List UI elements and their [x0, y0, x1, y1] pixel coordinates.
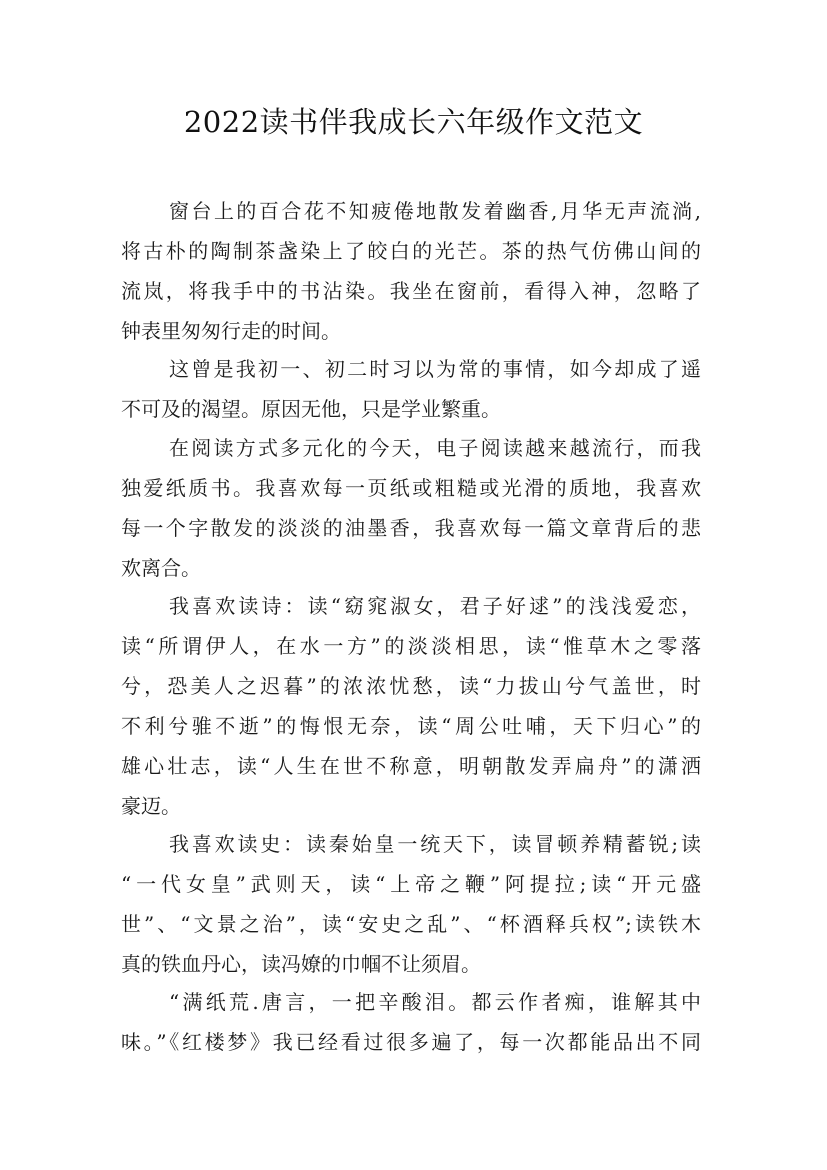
paragraph-line: 这曾是我初一、初二时习以为常的事情，如今却成了遥: [169, 357, 701, 381]
paragraph-line: 豪迈。: [121, 794, 181, 818]
paragraph-line: 味。”《红楼梦》我已经看过很多遍了，每一次都能品出不同: [121, 1030, 701, 1054]
paragraph-line: 世”、“文景之治”，读“安史之乱”、“杯酒释兵权”;读铁木: [121, 912, 701, 936]
paragraph-line: 雄心壮志，读“人生在世不称意，明朝散发弄扁舟”的潇洒: [121, 754, 701, 778]
paragraph-line: “满纸荒.唐言，一把辛酸泪。都云作者痴，谁解其中: [169, 990, 701, 1014]
paragraph-line: 真的铁血丹心，读冯嫽的巾帼不让须眉。: [121, 952, 481, 976]
paragraph-line: 读“所谓伊人，在水一方”的淡淡相思，读“惟草木之零落: [121, 634, 701, 658]
paragraph-line: 不利兮骓不逝”的悔恨无奈，读“周公吐哺，天下归心”的: [121, 714, 701, 738]
paragraph-line: 在阅读方式多元化的今天，电子阅读越来越流行，而我: [169, 436, 701, 460]
paragraph-line: 每一个字散发的淡淡的油墨香，我喜欢每一篇文章背后的悲: [121, 516, 701, 540]
paragraph-line: 我喜欢读史：读秦始皇一统天下，读冒顿养精蓄锐;读: [169, 832, 701, 856]
paragraph-line: 流岚，将我手中的书沾染。我坐在窗前，看得入神，忽略了: [121, 279, 701, 303]
paragraph-line: 我喜欢读诗：读“窈窕淑女，君子好逑”的浅浅爱恋，: [169, 594, 701, 618]
paragraph-line: 将古朴的陶制茶盏染上了皎白的光芒。茶的热气仿佛山间的: [121, 239, 701, 263]
paragraph-line: “一代女皇”武则天，读“上帝之鞭”阿提拉;读“开元盛: [121, 872, 701, 896]
paragraph-line: 不可及的渴望。原因无他，只是学业繁重。: [121, 397, 501, 421]
paragraph-line: 钟表里匆匆行走的时间。: [121, 319, 341, 343]
paragraph-line: 兮，恐美人之迟暮”的浓浓忧愁，读“力拔山兮气盖世，时: [121, 674, 701, 698]
document-title: 2022读书伴我成长六年级作文范文: [183, 105, 644, 139]
paragraph-line: 独爱纸质书。我喜欢每一页纸或粗糙或光滑的质地，我喜欢: [121, 476, 701, 500]
paragraph-line: 窗台上的百合花不知疲倦地散发着幽香,月华无声流淌,: [169, 199, 701, 223]
paragraph-line: 欢离合。: [121, 556, 201, 580]
